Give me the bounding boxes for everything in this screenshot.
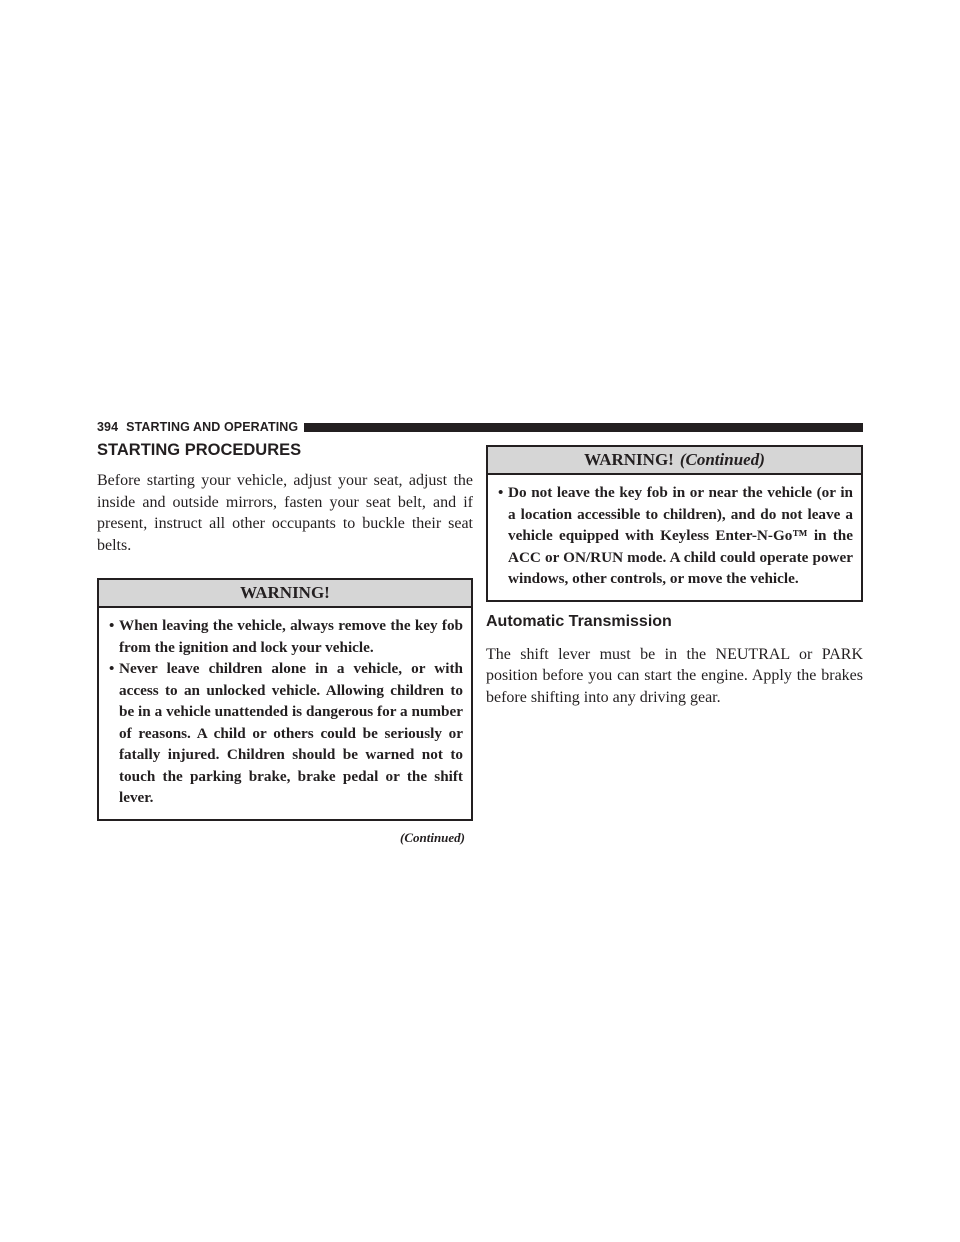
page-header [97,420,863,434]
section-title: STARTING AND OPERATING [126,420,299,434]
warning-continued-text: (Continued) [679,450,765,469]
warning-body [99,608,471,819]
transmission-paragraph: The shift lever must be in the NEUTRAL or PARK position before you can start the engine. Apply the brakes before shifting into any driving gear. [486,645,863,706]
warning-item [498,482,853,590]
warning-item-text: Never leave children alone in a vehicle, or with access to an unlocked vehicle. Allowing children to be in a vehicle unattended is dangerous for a number of reasons. A child or others could be seriously or fatally injured. Children should be warned not to touch the parking brake, brake pedal or the shift lever. [119,660,463,806]
warning-box [97,578,473,821]
intro-paragraph: Before starting your vehicle, adjust your seat, adjust the inside and outside mirrors, fasten your seat belt, and if present, instruct all other occupants to buckle their seat belts. [97,472,473,554]
warning-item-text: When leaving the vehicle, always remove the key fob from the ignition and lock your vehicle. [119,617,463,656]
automatic-transmission-heading: Automatic Transmission [486,612,672,630]
starting-procedures-heading: STARTING PROCEDURES [97,441,302,459]
warning-body [488,475,861,600]
left-column [97,440,473,846]
bullet-icon: • [498,484,504,501]
warning-title-text: WARNING! [584,450,674,469]
warning-item [109,615,463,658]
warning-title [488,447,861,475]
warning-item [109,658,463,809]
bullet-icon: • [109,660,115,677]
bullet-icon: • [109,617,115,634]
right-column [486,445,863,708]
warning-box-continued [486,445,863,602]
continued-label: (Continued) [399,829,465,845]
warning-item-text: Do not leave the key fob in or near the vehicle (or in a location accessible to children), and do not leave a vehicle equipped with Keyless Enter-N-Go™ in the ACC or ON/RUN mode. A child could operate power windows, other controls, or move the vehicle. [508,484,853,587]
warning-title [99,580,471,608]
page-number: 394 [97,420,119,434]
warning-title-text: WARNING! [240,583,330,602]
header-rule [304,423,863,432]
